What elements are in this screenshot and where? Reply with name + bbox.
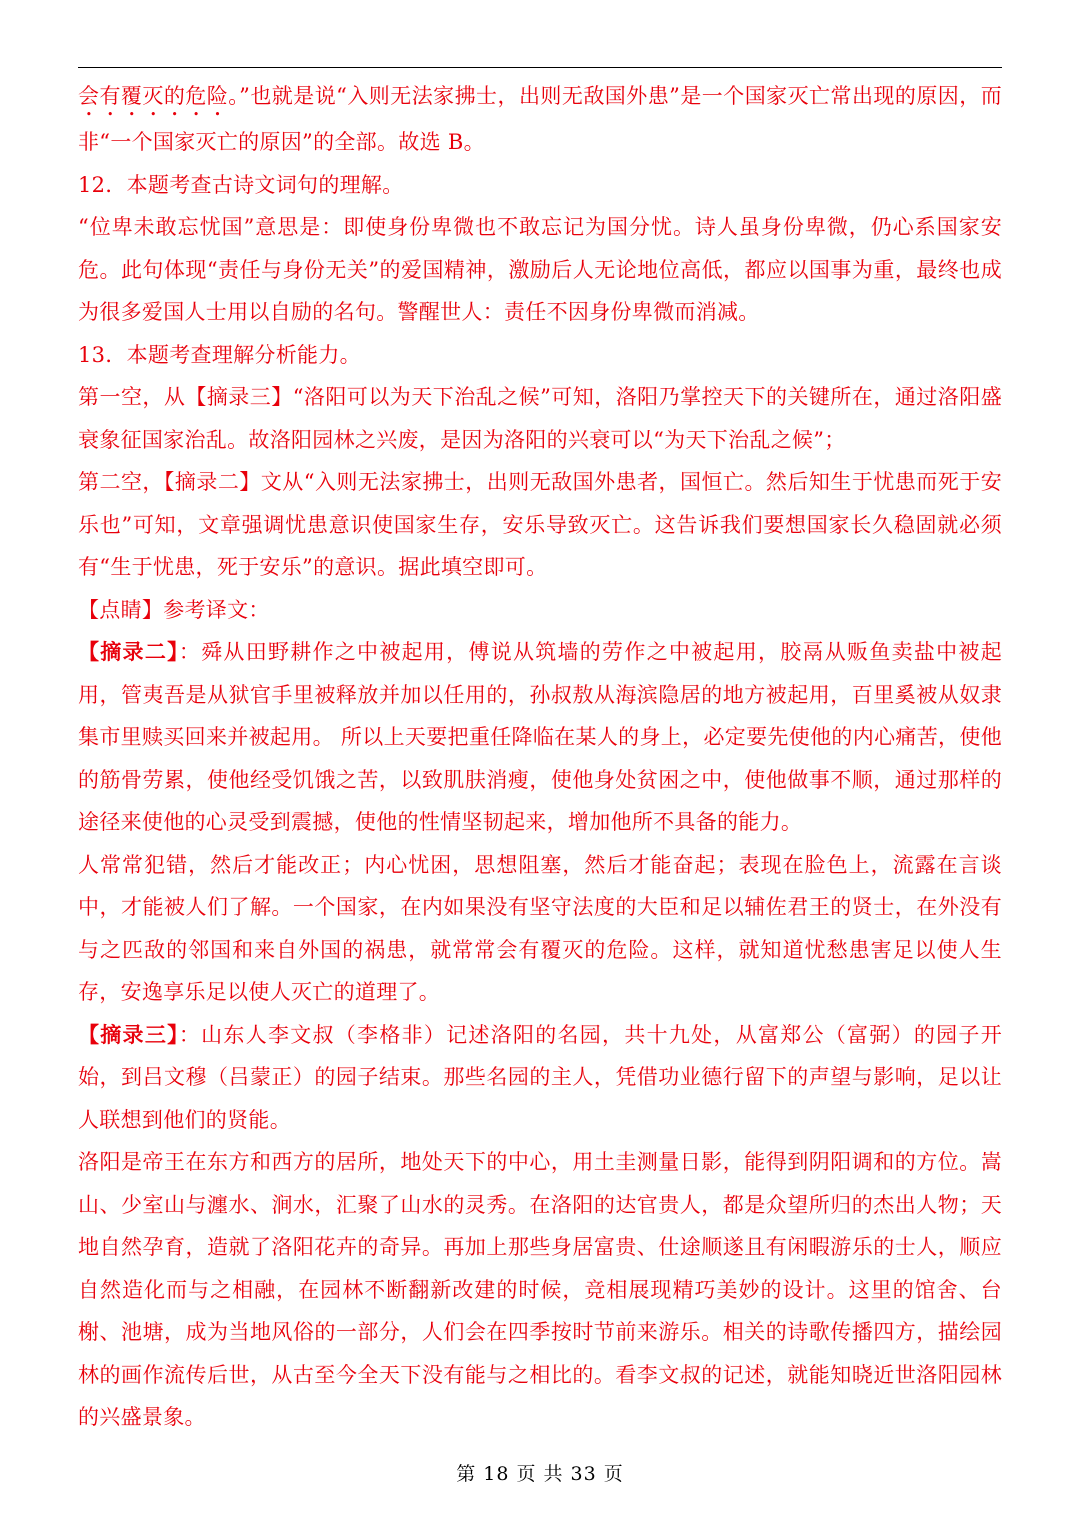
- question-12-heading: 12．本题考查古诗文词句的理解。: [78, 172, 404, 197]
- excerpt-2-text: ：舜从田野耕作之中被起用，傅说从筑墙的劳作之中被起用，胶鬲从贩鱼卖盐中被起用，管夷吾是从狱官手里被释放并加以任用的，孙叔敖从海滨隐居的地方被起用，百里奚被从奴隶集市里赎买回来并被起用。 所以上天要把重任降临在某人的身上，必定要先使他的内心痛苦，使他的筋骨劳累，使他经受饥饿之苦，以致肌肤消瘦，使他身处贫困之中，使他做事不顺，通过那样的途径来使他的心灵受到震撼，使他的性情坚韧起来，增加他所不具备的能力。: [78, 640, 1002, 834]
- excerpt-3-label: 【摘录三】: [78, 1021, 179, 1047]
- excerpt-3-text: ：山东人李文叔（李格非）记述洛阳的名园，共十九处，从富郑公（富弼）的园子开始，到吕文穆（吕蒙正）的园子结束。那些名园的主人，凭借功业德行留下的声望与影响，足以让人联想到他们的贤能。: [78, 1022, 1002, 1132]
- paragraph-1-text: 。”也就是说“入则无法家拂士，出则无敌国外患”是一个国家灭亡常出现的原因，而非“一个国家灭亡的原因”的全部。故选 B。: [78, 84, 1002, 154]
- paragraph-11: 洛阳是帝王在东方和西方的居所，地处天下的中心，用土圭测量日影，能得到阴阳调和的方位。嵩山、少室山与瀍水、涧水，汇聚了山水的灵秀。在洛阳的达官贵人，都是众望所归的杰出人物；天地自然孕育，造就了洛阳花卉的奇异。再加上那些身居富贵、仕途顺遂且有闲暇游乐的士人，顺应自然造化而与之相融，在园林不断翻新改建的时候，竞相展现精巧美妙的设计。这里的馆舍、台榭、池塘，成为当地风俗的一部分，人们会在四季按时节前来游乐。相关的诗歌传播四方，描绘园林的画作流传后世，从古至今全天下没有能与之相比的。看李文叔的记述，就能知晓近世洛阳园林的兴盛景象。: [78, 1150, 1002, 1429]
- paragraph-3: “位卑未敢忘忧国”意思是：即使身份卑微也不敢忘记为国分忧。诗人虽身份卑微，仍心系国家安危。此句体现“责任与身份无关”的爱国精神，激励后人无论地位高低，都应以国事为重，最终也成为很多爱国人士用以自励的名句。警醒世人：责任不因身份卑微而消减。: [78, 215, 1002, 324]
- excerpt-2-label: 【摘录二】: [78, 639, 179, 664]
- excerpt-3-translation: [78, 1014, 1002, 1142]
- document-body: [78, 75, 1002, 1439]
- header-rule: [78, 67, 1002, 68]
- paragraph-1: [78, 75, 1002, 164]
- question-13-heading: 13．本题考查理解分析能力。: [78, 342, 361, 367]
- paragraph-9: 人常常犯错，然后才能改正；内心忧困，思想阻塞，然后才能奋起；表现在脸色上，流露在言谈中，才能被人们了解。一个国家，在内如果没有坚守法度的大臣和足以辅佐君王的贤士，在外没有与之匹敌的邻国和来自外国的祸患，就常常会有覆灭的危险。这样，就知道忧愁患害足以使人生存，安逸享乐足以使人灭亡的道理了。: [78, 852, 1002, 1004]
- page-footer: 第 18 页 共 33 页: [456, 1463, 624, 1485]
- excerpt-2-translation: [78, 631, 1002, 844]
- translation-heading: 【点睛】参考译文：: [78, 597, 270, 622]
- paragraph-5: 第一空，从【摘录三】“洛阳可以为天下治乱之候”可知，洛阳乃掌控天下的关键所在，通过洛阳盛衰象征国家治乱。故洛阳园林之兴废，是因为洛阳的兴衰可以“为天下治乱之候”；: [78, 385, 1002, 452]
- paragraph-6: 第二空，【摘录二】文从“入则无法家拂士，出则无敌国外患者，国恒亡。然后知生于忧患而死于安乐也”可知，文章强调忧患意识使国家生存，安乐导致灭亡。这告诉我们要想国家长久稳固就必须有“生于忧患，死于安乐”的意识。据此填空即可。: [78, 470, 1002, 579]
- emphasized-text: 会有覆灭的危险: [78, 84, 229, 108]
